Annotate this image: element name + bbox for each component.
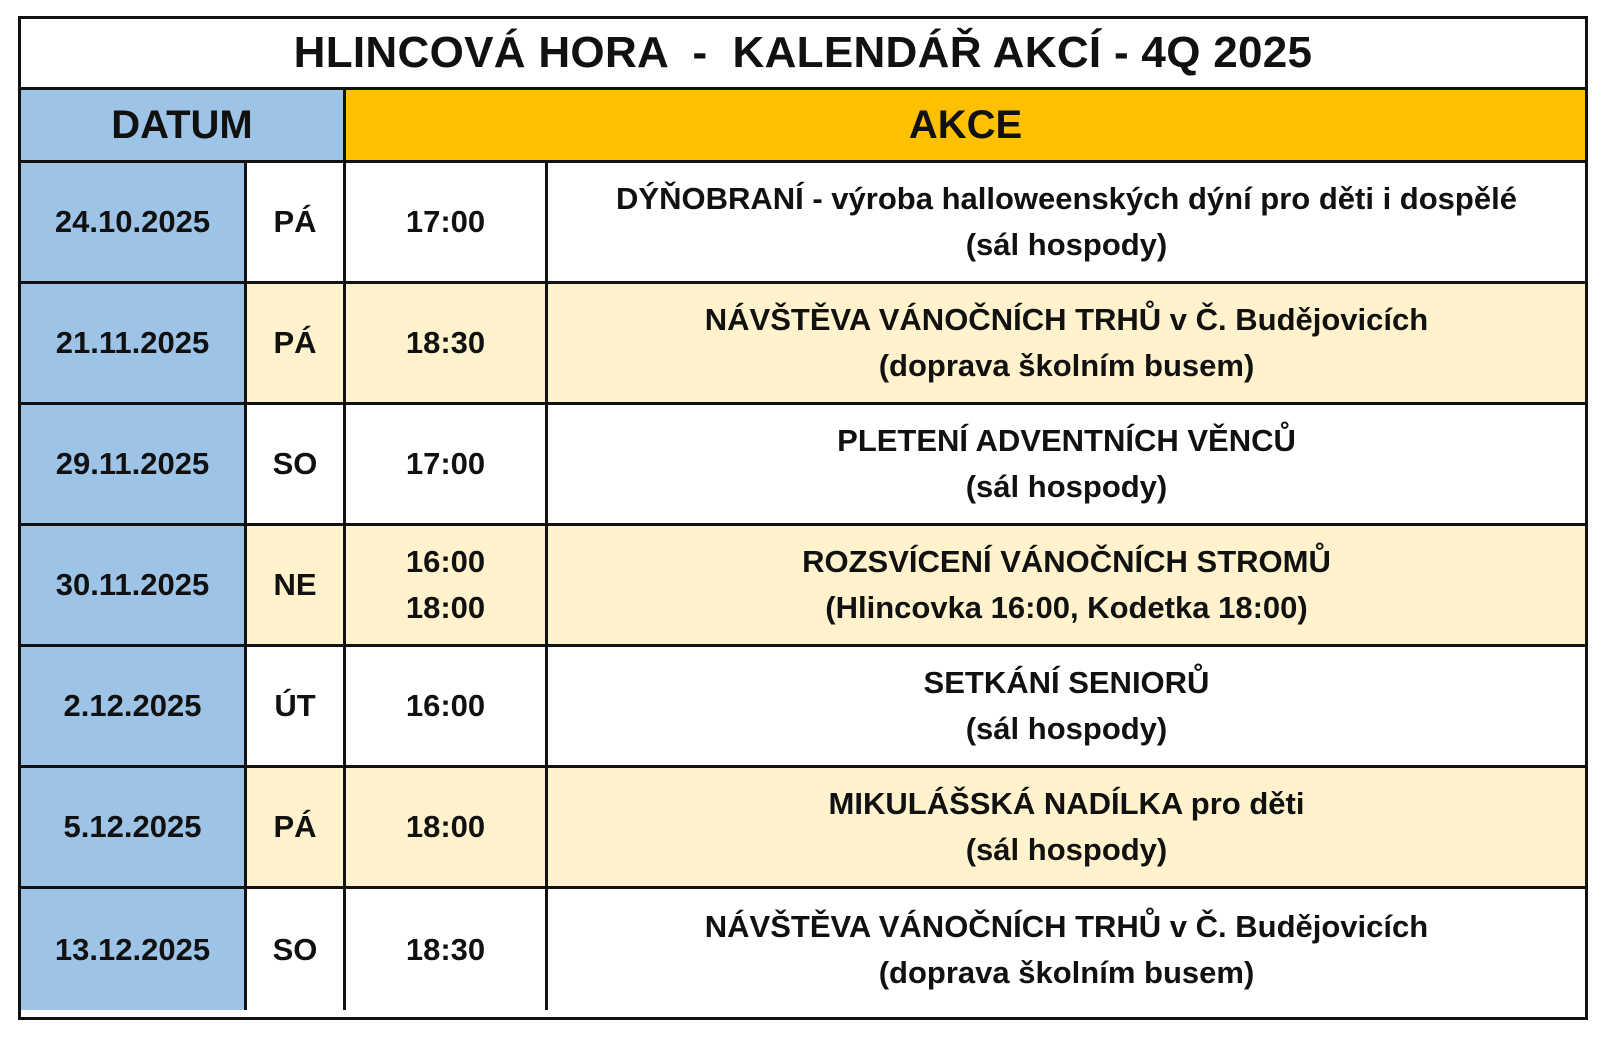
event-day: SO — [247, 889, 346, 1010]
table-row — [21, 647, 1585, 768]
event-time-cell — [346, 889, 548, 1010]
event-date: 29.11.2025 — [21, 405, 247, 523]
table-row — [21, 284, 1585, 405]
event-time-cell — [346, 526, 548, 644]
event-title: NÁVŠTĚVA VÁNOČNÍCH TRHŮ v Č. Budějovicích — [704, 302, 1429, 337]
event-title: SETKÁNÍ SENIORŮ — [923, 665, 1210, 700]
event-description — [548, 768, 1585, 886]
event-time: 16:00 — [405, 544, 486, 579]
event-time: 17:00 — [405, 204, 486, 239]
event-note: (sál hospody) — [965, 711, 1168, 746]
event-time-cell — [346, 405, 548, 523]
header-row — [21, 90, 1585, 163]
event-day: PÁ — [247, 163, 346, 281]
event-date: 2.12.2025 — [21, 647, 247, 765]
event-title: ROZSVÍCENÍ VÁNOČNÍCH STROMŮ — [802, 544, 1331, 579]
event-title: PLETENÍ ADVENTNÍCH VĚNCŮ — [837, 423, 1296, 458]
event-time: 18:00 — [405, 809, 486, 844]
event-day: NE — [247, 526, 346, 644]
event-description — [548, 647, 1585, 765]
event-rows — [21, 163, 1585, 1010]
event-day: PÁ — [247, 284, 346, 402]
event-note: (Hlincovka 16:00, Kodetka 18:00) — [825, 590, 1308, 625]
event-description — [548, 163, 1585, 281]
event-note: (doprava školním busem) — [878, 954, 1255, 990]
event-time: 16:00 — [405, 688, 486, 723]
event-time-cell — [346, 768, 548, 886]
event-note: (doprava školním busem) — [878, 348, 1255, 383]
event-title: NÁVŠTĚVA VÁNOČNÍCH TRHŮ v Č. Budějovicích — [704, 908, 1429, 944]
event-description — [548, 526, 1585, 644]
event-day: ÚT — [247, 647, 346, 765]
table-row — [21, 526, 1585, 647]
event-date: 5.12.2025 — [21, 768, 247, 886]
table-row — [21, 768, 1585, 889]
event-note: (sál hospody) — [965, 227, 1168, 262]
table-row — [21, 163, 1585, 284]
event-time-cell — [346, 163, 548, 281]
datum-header: DATUM — [21, 90, 346, 160]
event-date: 21.11.2025 — [21, 284, 247, 402]
event-title: MIKULÁŠSKÁ NADÍLKA pro děti — [828, 786, 1305, 821]
event-note: (sál hospody) — [965, 832, 1168, 867]
event-date: 30.11.2025 — [21, 526, 247, 644]
event-description — [548, 405, 1585, 523]
event-title: DÝŇOBRANÍ - výroba halloweenských dýní pro děti i dospělé — [616, 181, 1517, 216]
event-description — [548, 284, 1585, 402]
event-day: SO — [247, 405, 346, 523]
event-time: 18:30 — [405, 931, 486, 967]
event-time-cell — [346, 647, 548, 765]
akce-header: AKCE — [346, 90, 1585, 160]
event-time-cell — [346, 284, 548, 402]
event-date: 24.10.2025 — [21, 163, 247, 281]
table-row — [21, 889, 1585, 1010]
event-time: 17:00 — [405, 446, 486, 481]
event-time: 18:30 — [405, 325, 486, 360]
table-row — [21, 405, 1585, 526]
event-description — [548, 889, 1585, 1010]
events-calendar-table — [18, 16, 1588, 1020]
event-note: (sál hospody) — [965, 469, 1168, 504]
table-title: HLINCOVÁ HORA - KALENDÁŘ AKCÍ - 4Q 2025 — [21, 19, 1585, 90]
event-time: 18:00 — [405, 590, 486, 625]
event-date: 13.12.2025 — [21, 889, 247, 1010]
event-day: PÁ — [247, 768, 346, 886]
